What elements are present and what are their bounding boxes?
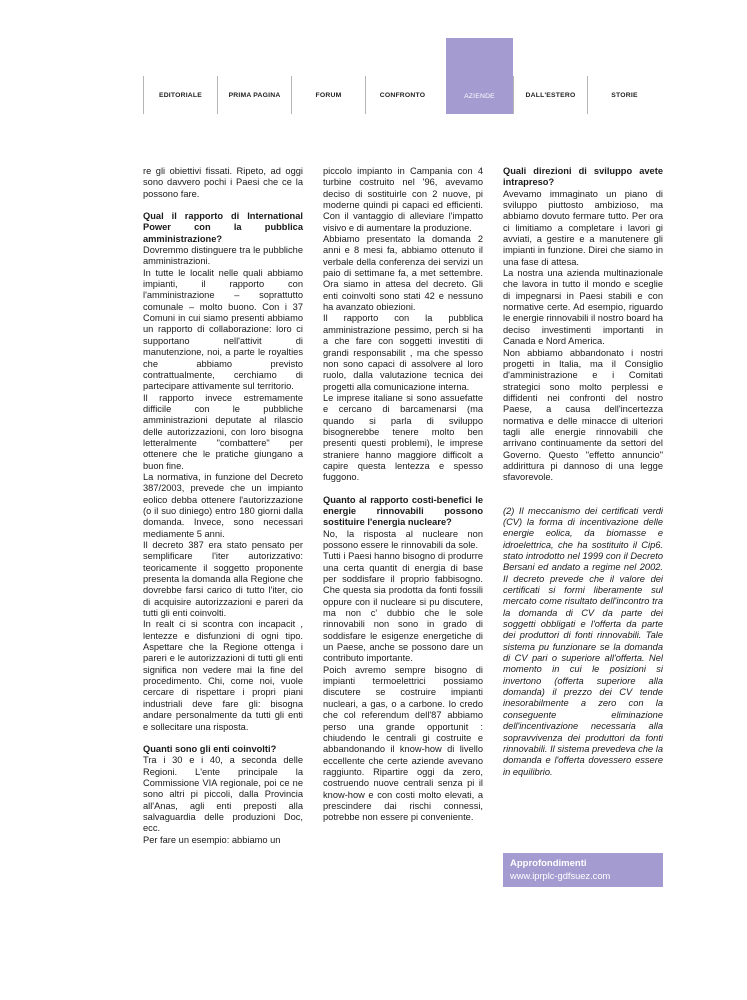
box-title: Approfondimenti [510, 858, 587, 869]
nav-forum[interactable]: FORUM [291, 76, 365, 114]
paragraph: Tra i 30 e i 40, a seconda delle Regioni. L'ente principale la Commissione VIA regionale, poi ce ne sono altri pi piccoli, dalla Provincia all'Anas, agli enti preposti alla salvaguardia delle produzioni Doc, ecc. [143, 755, 303, 834]
column-1 [143, 166, 303, 846]
nav-prima-pagina[interactable]: PRIMA PAGINA [217, 76, 291, 114]
paragraph: Dovremmo distinguere tra le pubbliche amministrazioni. [143, 245, 303, 267]
website-link[interactable]: www.iprplc-gdfsuez.com [510, 871, 611, 881]
nav-confronto[interactable]: CONFRONTO [365, 76, 439, 114]
nav-storie[interactable]: STORIE [587, 76, 661, 114]
paragraph: In tutte le localit nelle quali abbiamo impianti, il rapporto con l'amministrazione – soprattutto comunale – molto buono. Con i 37 Comuni in cui siamo presenti abbiamo un rapporto di collaborazione: loro ci supportano nell'attivit di manutenzione, noi, a parte le royalties che abbiamo previsto contrattualmente, cerchiamo di partecipare attivamente sul territorio. [143, 267, 303, 392]
paragraph: La nostra una azienda multinazionale che lavora in tutto il mondo e sceglie di impegnarsi in Paesi stabili e con normative certe. Ad esempio, riguardo le energie rinnovabili il nostro board ha deciso investimenti importanti in Canada e Nord America. [503, 268, 663, 347]
paragraph: Tutti i Paesi hanno bisogno di produrre una certa quantit di energia di base per soddisfare il proprio fabbisogno. Che questa sia prodotta da fonti fossili oppure con il nucleare si pu discutere, ma non c' dubbio che le sole rinnovabili non sono in grado di soddisfare le esigenze energetiche di un Paese, anche se possono dare un contributo importante. [323, 551, 483, 664]
section-nav [143, 76, 661, 114]
column-3 [503, 166, 663, 778]
paragraph: Avevamo immaginato un piano di sviluppo piuttosto ambizioso, ma abbiamo dovuto fermare tutto. Per ora ci limitiamo a completare i lavori gi avviati, a gestire e a manutenere gli impianti in funzione. Direi che siamo in una fase di attesa. [503, 188, 663, 267]
paragraph: Il rapporto invece estremamente difficile con le pubbliche amministrazioni deputate al rilascio delle autorizzazioni, con loro bisogna letteralmente "combattere" per ottenere che le pratiche giungano a buon fine. [143, 392, 303, 471]
nav-dall-estero[interactable]: DALL'ESTERO [513, 76, 587, 114]
paragraph: Il decreto 387 era stato pensato per semplificare l'iter autorizzativo: teoricamente il soggetto proponente presenta la domanda alla Regione che dovrebbe farsi carico di tutto l'iter, cio di acquisire autorizzazioni e pareri da tutti gli enti coinvolti. [143, 540, 303, 619]
paragraph: La normativa, in funzione del Decreto 387/2003, prevede che un impianto eolico debba ottenere l'autorizzazione (o il suo diniego) entro 180 giorni dalla domanda. Invece, sono necessari mediamente 5 anni. [143, 471, 303, 539]
paragraph: piccolo impianto in Campania con 4 turbine costruito nel '96, avevamo deciso di sostituirle con 2 nuove, pi moderne quindi pi capaci ed efficienti. Con il vantaggio di alleviare l'impatto visivo e di aumentare la produzione. [323, 166, 483, 233]
column-2 [323, 166, 483, 824]
paragraph: No, la risposta al nucleare non possono essere le rinnovabili da sole. [323, 528, 483, 550]
nav-aziende[interactable]: AZIENDE [446, 38, 513, 114]
paragraph: Per fare un esempio: abbiamo un [143, 834, 281, 845]
footnote [503, 506, 663, 778]
question-heading: Quanti sono gli enti coinvolti? [143, 743, 277, 754]
approfondimenti-box [503, 853, 663, 887]
paragraph: Poich avremo sempre bisogno di impianti termoelettrici possiamo discutere se costruire impianti nucleari, a gas, o a carbone. Io credo che col referendum dell'87 abbiamo perso una grande opportunit : chiudendo le centrali gi costruite e abbandonando il know-how di livello eccellente che certe aziende avevano raggiunto. Ripartire oggi da zero, costruendo nuove centrali senza pi il know-how e con costi molto elevati, a prescindere dai rischi connessi, potrebbe non essere pi conveniente. [323, 664, 483, 823]
question-heading: Qual il rapporto di International Power con la pubblica amministrazione? [143, 211, 303, 244]
paragraph: Le imprese italiane si sono assuefatte e cercano di barcamenarsi (ma quando si parla di sviluppo bisognerebbe tenere molto ben presenti questi problemi), le imprese straniere hanno maggiore difficolt a capire questa lentezza e spesso fuggono. [323, 392, 483, 483]
paragraph: re gli obiettivi fissati. Ripeto, ad oggi sono davvero pochi i Paesi che ce la possono fare. [143, 166, 303, 199]
question-heading: Quali direzioni di sviluppo avete intrapreso? [503, 166, 663, 188]
question-heading: Quanto al rapporto costi-benefici le energie rinnovabili possono sostituire l'energia nucleare? [323, 494, 483, 528]
paragraph: Non abbiamo abbandonato i nostri progetti in Italia, ma il Consiglio d'amministrazione e i Comitati strategici sono molto perplessi e diffidenti nei confronti del nostro Paese, a causa dell'incertezza normativa e delle minacce di ulteriori tagli alle energie rinnovabili che arrivano continuamente da settori del Governo. Questo "effetto annuncio" addirittura pi dannoso di una legge sfavorevole. [503, 347, 663, 483]
footnote-text: (2) Il meccanismo dei certificati verdi (CV) la forma di incentivazione delle energie eolica, da biomasse e idroelettrica, che ha sostituito il Cip6. stato introdotto nel 1999 con il Decreto Bersani ed andato a regime nel 2002. Il decreto prevede che il valore dei certificati si formi liberamente sul mercato come risultato dell'incontro tra la domanda di CV da parte dei soggetti obbligati e l'offerta da parte dei produttori di fonti rinnovabili. Tale sistema pu funzionare se la domanda di CV pari o superiore all'offerta. Nel momento in cui le posizioni si invertono (offerta superiore alla domanda) il prezzo dei CV tende inesorabilmente a zero con la conseguente eliminazione dell'incentivazione necessaria alla sopravvivenza dei produttori da fonti rinnovabili. Il sistema prevedeva che la domanda e l'offerta dovessero essere in equilibrio. [503, 505, 663, 777]
paragraph: Il rapporto con la pubblica amministrazione pessimo, perch si ha a che fare con soggetti investiti di grandi responsabilit , ma che spesso non sono capaci di assolvere al loro ruolo, dalla valutazione tecnica dei progetti alla comunicazione interna. [323, 313, 483, 392]
nav-editoriale[interactable]: EDITORIALE [143, 76, 217, 114]
paragraph: In realt ci si scontra con incapacit , lentezze e disfunzioni di ogni tipo. Aspettare che la Regione ottenga i pareri e le autorizzazioni di tutti gli enti significa non vedere mai la fine del procedimento. Chi, come noi, vuole cercare di rispettare i propri piani industriali deve fare gli: bisogna andare personalmente da tutti gli enti e sollecitare una risposta. [143, 619, 303, 732]
paragraph: Abbiamo presentato la domanda 2 anni e 8 mesi fa, abbiamo ottenuto il verbale della conferenza dei servizi un paio di settimane fa, a met settembre. Ora siamo in attesa del decreto. Gli enti coinvolti sono stati 42 e nessuno ha avanzato obiezioni. [323, 234, 483, 313]
